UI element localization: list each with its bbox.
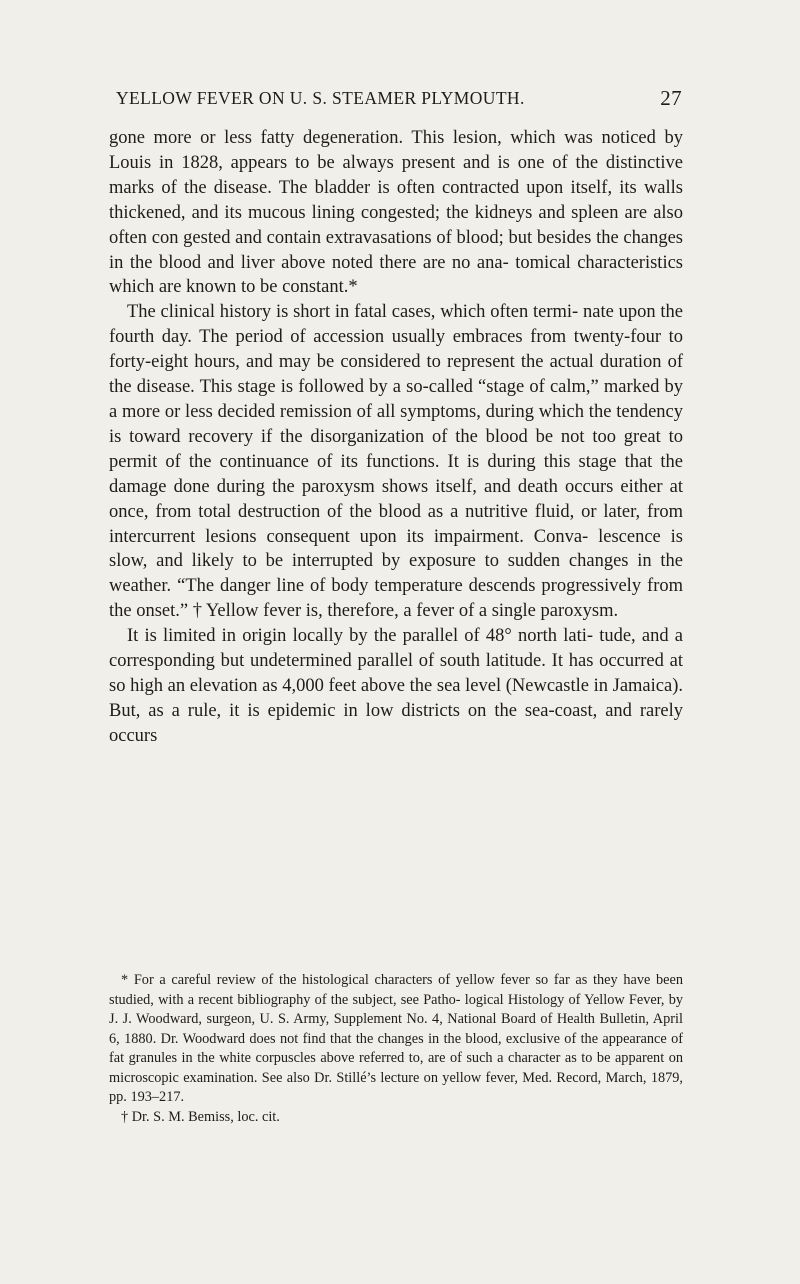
footnote-bemiss: † Dr. S. M. Bemiss, loc. cit. [121, 1108, 280, 1125]
paragraph-lesions: gone more or less fatty degeneration. This lesion, which was noticed by Louis in 1828, appears to be always present and is one of the distinctive marks of the disease. The bladder is often contracted upon itself, its walls thickened, and its mucous lining congested; the kidneys and spleen are also often con gested and contain extravasations of blood; but besides the changes in the blood and liver above noted there are no ana- tomical characteristics which are known to be constant.* [109, 128, 683, 298]
footnote-histology: * For a careful review of the histological characters of yellow fever so far as they have been studied, with a recent bibliography of the subject, see Patho- logical Histology of Yellow Fever, by J. J. Woodward, surgeon, U. S. Army, Supplement No. 4, National Board of Health Bulletin, April 6, 1880. Dr. Woodward does not find that the changes in the blood, exclusive of the appearance of fat granules in the white corpuscles above referred to, are of such a character as to be apparent on microscopic examination. See also Dr. Stillé’s lecture on yellow fever, Med. Record, March, 1879, pp. 193–217. [109, 972, 683, 1105]
running-head [116, 88, 682, 112]
page-number: 27 [660, 86, 682, 110]
paragraph-geography: It is limited in origin locally by the parallel of 48° north lati- tude, and a corresponding but undetermined parallel of south latitude. It has occurred at so high an elevation as 4,000 feet above the sea level (Newcastle in Jamaica). But, as a rule, it is epidemic in low districts on the sea-coast, and rarely occurs [109, 626, 683, 746]
body-text [109, 126, 683, 749]
paragraph-clinical-history: The clinical history is short in fatal cases, which often termi- nate upon the fourth day. The period of accession usually embraces from twenty-four to forty-eight hours, and may be considered to represent the actual duration of the disease. This stage is followed by a so-called “stage of calm,” marked by a more or less decided remission of all symptoms, during which the tendency is toward recovery if the disorganization of the blood be not too great to permit of the continuance of its functions. It is during this stage that the damage done during the paroxysm shows itself, and death occurs either at once, from total destruction of the blood as a nutritive fluid, or later, from intercurrent lesions consequent upon its impairment. Conva- lescence is slow, and likely to be interrupted by exposure to sudden changes in the weather. “The danger line of body temperature descends progressively from the onset.” † Yellow fever is, therefore, a fever of a single paroxysm. [109, 302, 683, 622]
running-title: YELLOW FEVER ON U. S. STEAMER PLYMOUTH. [116, 88, 525, 108]
footnotes [109, 971, 683, 1127]
